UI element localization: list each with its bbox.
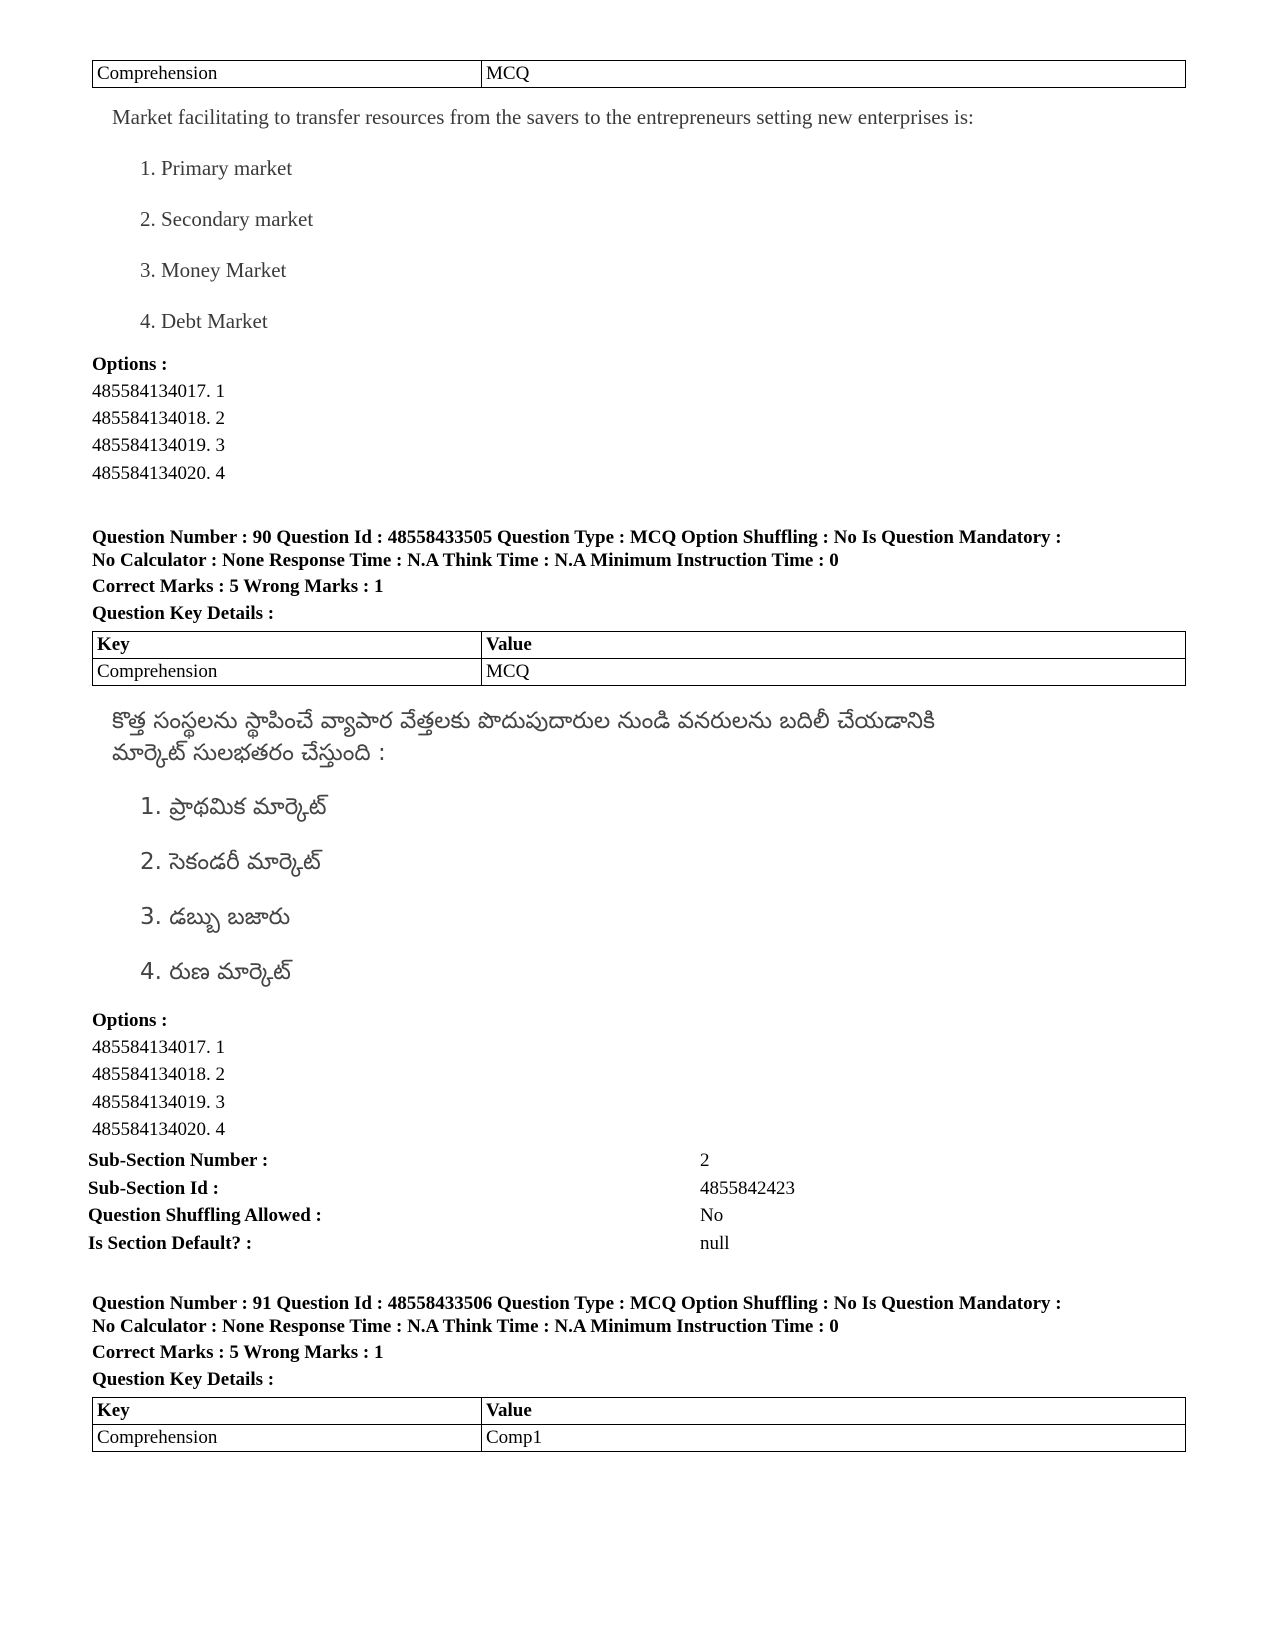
table-cell-value: MCQ bbox=[482, 659, 1186, 686]
subsection-value: 4855842423 bbox=[700, 1178, 795, 1199]
table-row bbox=[93, 61, 1186, 88]
marks-line: Correct Marks : 5 Wrong Marks : 1 bbox=[92, 576, 384, 597]
option-id: 485584134018. 2 bbox=[92, 408, 225, 429]
table-header-key: Key bbox=[93, 632, 482, 659]
subsection-value: No bbox=[700, 1205, 724, 1226]
option-id: 485584134018. 2 bbox=[92, 1064, 225, 1085]
option-id: 485584134020. 4 bbox=[92, 1119, 225, 1140]
table-cell-key: Comprehension bbox=[93, 61, 482, 88]
key-details-label: Question Key Details : bbox=[92, 603, 275, 624]
table-header-row bbox=[93, 1398, 1186, 1425]
table-row bbox=[93, 659, 1186, 686]
option-id: 485584134020. 4 bbox=[92, 463, 225, 484]
question-text-line: మార్కెట్ సులభతరం చేస్తుంది : bbox=[112, 740, 386, 766]
top-key-table bbox=[92, 60, 1186, 88]
question-meta bbox=[92, 1292, 1192, 1338]
subsection-label: Sub-Section Id : bbox=[88, 1178, 219, 1199]
table-header-key: Key bbox=[93, 1398, 482, 1425]
option-id: 485584134019. 3 bbox=[92, 1092, 225, 1113]
subsection-label: Question Shuffling Allowed : bbox=[88, 1205, 322, 1226]
choice-item: 1. ప్రాథమిక మార్కెట్ bbox=[140, 794, 327, 820]
table-header-value: Value bbox=[482, 632, 1186, 659]
subsection-label: Is Section Default? : bbox=[88, 1233, 253, 1254]
table-cell-value: MCQ bbox=[482, 61, 1186, 88]
choice-item: 2. Secondary market bbox=[140, 207, 314, 231]
choice-item: 1. Primary market bbox=[140, 156, 293, 180]
question-meta-line: No Calculator : None Response Time : N.A Think Time : N.A Minimum Instruction Time : 0 bbox=[92, 550, 839, 571]
table-header-row bbox=[93, 632, 1186, 659]
options-label: Options : bbox=[92, 1010, 168, 1031]
subsection-label: Sub-Section Number : bbox=[88, 1150, 269, 1171]
choice-item: 4. రుణ మార్కెట్ bbox=[140, 959, 291, 985]
option-id: 485584134017. 1 bbox=[92, 381, 225, 402]
choice-item: 3. Money Market bbox=[140, 258, 287, 282]
option-id: 485584134017. 1 bbox=[92, 1037, 225, 1058]
table-header-value: Value bbox=[482, 1398, 1186, 1425]
subsection-value: null bbox=[700, 1233, 730, 1254]
choice-item: 3. డబ్బు బజారు bbox=[140, 904, 291, 930]
choice-item: 2. సెకండరీ మార్కెట్ bbox=[140, 849, 321, 875]
table-cell-value: Comp1 bbox=[482, 1425, 1186, 1452]
question-key-table bbox=[92, 631, 1186, 686]
table-row bbox=[93, 1425, 1186, 1452]
marks-line: Correct Marks : 5 Wrong Marks : 1 bbox=[92, 1342, 384, 1363]
options-label: Options : bbox=[92, 354, 168, 375]
subsection-value: 2 bbox=[700, 1150, 710, 1171]
question-key-table bbox=[92, 1397, 1186, 1452]
question-meta bbox=[92, 526, 1192, 572]
option-id: 485584134019. 3 bbox=[92, 435, 225, 456]
question-text: Market facilitating to transfer resources from the savers to the entrepreneurs setting new enterprises is: bbox=[112, 105, 974, 129]
question-meta-line: No Calculator : None Response Time : N.A Think Time : N.A Minimum Instruction Time : 0 bbox=[92, 1316, 839, 1337]
question-meta-line: Question Number : 90 Question Id : 48558433505 Question Type : MCQ Option Shuffling : No Is Question Mandatory : bbox=[92, 527, 1062, 548]
question-meta-line: Question Number : 91 Question Id : 48558433506 Question Type : MCQ Option Shuffling : No Is Question Mandatory : bbox=[92, 1293, 1062, 1314]
table-cell-key: Comprehension bbox=[93, 659, 482, 686]
table-cell-key: Comprehension bbox=[93, 1425, 482, 1452]
question-text-line: కొత్త సంస్థలను స్థాపించే వ్యాపార వేత్తలకు పొదుపుదారుల నుండి వనరులను బదిలీ చేయడానికి bbox=[112, 708, 936, 734]
key-details-label: Question Key Details : bbox=[92, 1369, 275, 1390]
choice-item: 4. Debt Market bbox=[140, 309, 268, 333]
